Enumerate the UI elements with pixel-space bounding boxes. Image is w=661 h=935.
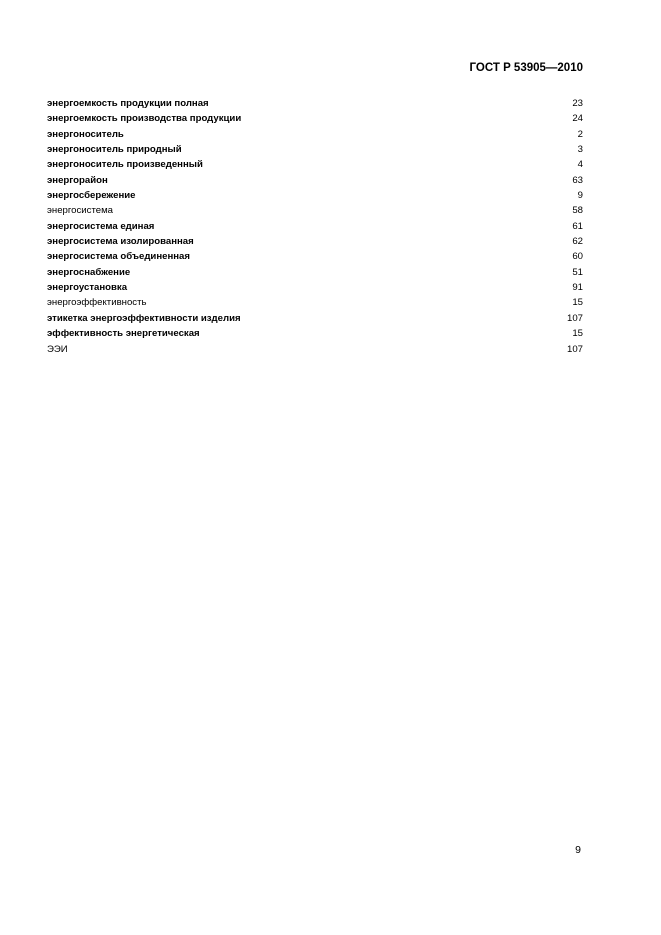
index-entry <box>47 234 583 249</box>
index-page-ref: 107 <box>566 312 583 324</box>
index-entry <box>47 280 583 295</box>
index-entry <box>47 326 583 341</box>
index-entry <box>47 219 583 234</box>
index-page-ref: 15 <box>572 328 583 340</box>
index-term: энергоэффективность <box>47 297 147 309</box>
index-term: этикетка энергоэффективности изделия <box>47 312 241 324</box>
index-page-ref: 24 <box>572 113 583 125</box>
index-page-ref: 91 <box>572 282 583 294</box>
index-entry <box>47 203 583 218</box>
index-page-ref: 3 <box>577 144 583 156</box>
index-term: энергосистема изолированная <box>47 236 194 248</box>
index-entry <box>47 295 583 310</box>
index-term: эффективность энергетическая <box>47 328 200 340</box>
index-page-ref: 58 <box>572 205 583 217</box>
index-entry <box>47 188 583 203</box>
page-number: 9 <box>575 844 581 856</box>
index-entry <box>47 249 583 264</box>
index-term: энергосбережение <box>47 190 136 202</box>
index-term: энергоноситель природный <box>47 144 182 156</box>
index-page-ref: 9 <box>577 190 583 202</box>
index-page-ref: 61 <box>572 220 583 232</box>
index-page-ref: 4 <box>577 159 583 171</box>
index-page-ref: 62 <box>572 236 583 248</box>
index-entry <box>47 173 583 188</box>
index-page-ref: 51 <box>572 266 583 278</box>
index-entry <box>47 265 583 280</box>
index-term: энергосистема единая <box>47 220 155 232</box>
index-page-ref: 2 <box>577 128 583 140</box>
index-term: энергосистема объединенная <box>47 251 190 263</box>
index-entry <box>47 157 583 172</box>
index-page-ref: 60 <box>572 251 583 263</box>
index-term: энергорайон <box>47 174 108 186</box>
index-page-ref: 63 <box>572 174 583 186</box>
index-term: энергосистема <box>47 205 113 217</box>
index-term: энергоемкость производства продукции <box>47 113 242 125</box>
index-page-ref: 15 <box>572 297 583 309</box>
index-term: энергоснабжение <box>47 266 131 278</box>
index-term: энергоноситель <box>47 128 124 140</box>
index-list <box>47 96 583 357</box>
index-term: энергоноситель произведенный <box>47 159 203 171</box>
index-entry <box>47 96 583 111</box>
index-entry <box>47 342 583 357</box>
document-header: ГОСТ Р 53905—2010 <box>469 62 583 74</box>
index-term: энергоемкость продукции полная <box>47 98 209 109</box>
index-page-ref: 107 <box>566 343 583 355</box>
index-term: энергоустановка <box>47 282 128 294</box>
index-entry <box>47 111 583 126</box>
index-page-ref: 23 <box>572 98 583 109</box>
index-term: ЭЭИ <box>47 343 68 355</box>
index-entry <box>47 311 583 326</box>
index-entry <box>47 142 583 157</box>
index-entry <box>47 127 583 142</box>
